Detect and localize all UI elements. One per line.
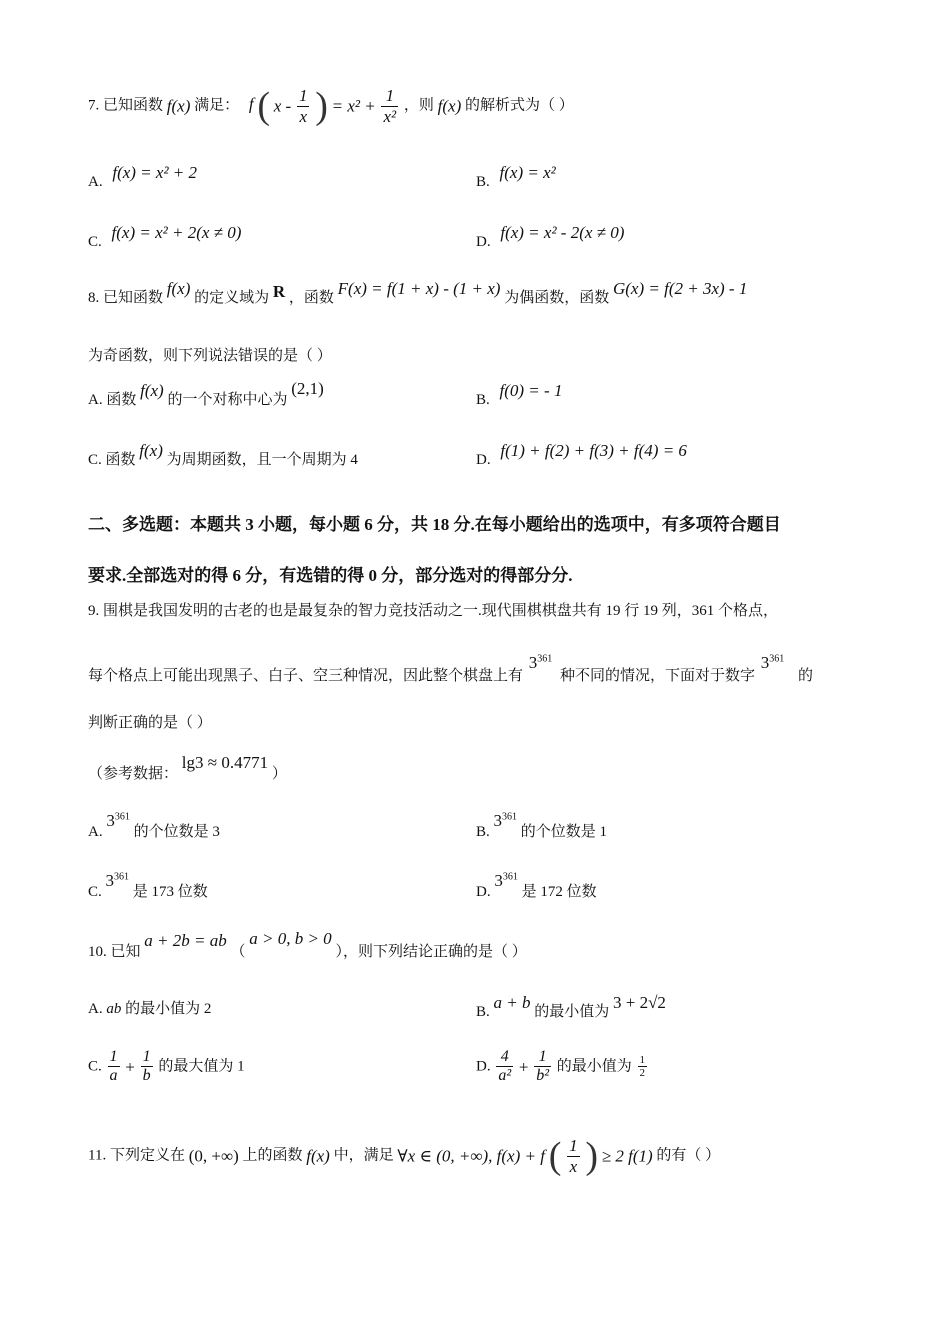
option-pre: 函数	[106, 392, 137, 408]
option-text: 是 172 位数	[521, 884, 597, 900]
option-label: B.	[476, 1004, 490, 1020]
option-power	[494, 811, 518, 830]
q10-open: （	[230, 944, 246, 960]
power-exp: 361	[114, 871, 130, 883]
q7-then: ，则	[403, 97, 434, 114]
q8-R: R	[272, 282, 286, 301]
q10-prefix: 10. 已知	[88, 944, 141, 960]
option-value: 3 + 2√2	[613, 993, 666, 1012]
q11-cond-b: ≥ 2 f(1)	[601, 1146, 653, 1166]
option-label: A.	[88, 824, 103, 840]
q8-fx: f(x)	[166, 279, 191, 298]
option-plus: +	[518, 1057, 529, 1077]
q9-stem-line1: 9. 围棋是我国发明的古老的也是最复杂的智力竞技活动之一.现代围棋棋盘共有 19 行 19 列，361 个格点，	[88, 603, 779, 619]
q9-line2a: 每个格点上可能出现黑子、白子、空三种情况，因此整个棋盘上有	[88, 668, 524, 684]
q9-option-d[interactable]	[476, 871, 597, 900]
section2-heading-line2: 要求.全部选对的得 6 分，有选错的得 0 分，部分选对的得部分分.	[88, 566, 573, 585]
power-exp: 361	[502, 871, 518, 883]
option-label: B.	[476, 392, 490, 408]
fraction-den: 2	[639, 1067, 646, 1080]
power-exp: 361	[502, 811, 518, 823]
q9-line2c: 的	[798, 668, 814, 684]
q10-cond: a > 0, b > 0	[249, 929, 332, 948]
q8-prefix: 8. 已知函数	[88, 290, 164, 306]
option-fraction-2	[534, 1048, 551, 1086]
q7-fx2: f(x)	[437, 96, 462, 116]
power-base: 3	[494, 871, 503, 890]
option-fraction-1	[496, 1048, 513, 1086]
q11-stem	[88, 1136, 720, 1176]
q11-cond-a: ∀x ∈ (0, +∞), f(x) + f	[397, 1146, 545, 1166]
option-label: C.	[88, 1058, 102, 1075]
q9-ref-expr: lg3 ≈ 0.4771	[181, 753, 269, 772]
q9-ref-pre: （参考数据：	[88, 766, 179, 782]
fraction-num: 1	[141, 1048, 153, 1067]
option-label: B.	[476, 174, 490, 190]
option-text: 的最大值为 1	[158, 1058, 245, 1075]
q9-exp: 361	[537, 653, 553, 665]
q10-option-d[interactable]	[476, 1048, 649, 1086]
option-text: 是 173 位数	[132, 884, 208, 900]
q7-cond-fraction	[297, 86, 310, 126]
q9-line2b: 种不同的情况，下面对于数字	[560, 668, 756, 684]
q9-power2	[761, 653, 785, 672]
fraction-num: 4	[496, 1048, 513, 1067]
q10-option-a[interactable]	[88, 1002, 211, 1017]
fraction-num: 1	[639, 1053, 646, 1066]
q8-t3: 为偶函数，函数	[504, 290, 610, 306]
option-post: 的一个对称中心为	[167, 392, 288, 408]
q11-fx: f(x)	[306, 1146, 330, 1166]
q10-stem	[88, 929, 527, 960]
q10-expr: a + 2b = ab	[144, 931, 227, 950]
option-label: B.	[476, 824, 490, 840]
q7-cond-den: x	[299, 106, 307, 126]
option-power	[106, 811, 130, 830]
fraction-den: x	[569, 1156, 578, 1176]
q9-power	[529, 653, 553, 672]
q11-t2: 中，满足	[333, 1147, 394, 1164]
option-expr: f(1) + f(2) + f(3) + f(4) = 6	[500, 441, 687, 460]
q7-suffix: 的解析式为（ ）	[465, 97, 574, 114]
q9-stem-line3: 判断正确的是（ ）	[88, 715, 212, 731]
option-label: C.	[88, 452, 102, 468]
q11-condition	[397, 1136, 652, 1176]
option-text: 的最小值为 2	[125, 1001, 212, 1017]
fraction-den: b²	[536, 1067, 550, 1085]
option-power	[494, 871, 518, 890]
q9-option-c[interactable]	[88, 871, 208, 900]
q7-cond-num: 1	[298, 86, 308, 105]
option-expr2: (2,1)	[291, 379, 324, 398]
q7-option-c[interactable]	[88, 223, 242, 250]
fraction-num: 1	[108, 1048, 120, 1067]
q7-option-d[interactable]	[476, 223, 625, 250]
option-fraction-1	[108, 1048, 120, 1086]
q7-prefix: 7. 已知函数	[88, 97, 164, 114]
q8-t1: 的定义域为	[194, 290, 270, 306]
q11-prefix: 11. 下列定义在	[88, 1147, 185, 1164]
q9-base: 3	[528, 653, 538, 672]
q9-exp2: 361	[769, 653, 785, 665]
q11-cond-fraction	[567, 1136, 580, 1176]
option-label: D.	[476, 234, 491, 250]
option-expr: f(x)	[140, 381, 164, 400]
q7-condition	[249, 86, 400, 126]
q8-stem	[88, 279, 748, 306]
option-fraction-2	[141, 1048, 153, 1086]
option-label: A.	[88, 1001, 103, 1017]
q11-suffix: 的有（ ）	[656, 1147, 721, 1164]
q7-cond-x: x -	[273, 96, 292, 116]
fraction-num: 1	[534, 1048, 551, 1067]
option-label: D.	[476, 884, 491, 900]
q7-mid: 满足：	[194, 97, 240, 114]
q8-option-c[interactable]	[88, 441, 358, 468]
option-plus: +	[125, 1057, 135, 1077]
fraction-den: a	[109, 1067, 118, 1085]
option-pre: 函数	[105, 452, 136, 468]
q7-paren-left: (	[257, 85, 271, 128]
q9-stem-line2	[88, 653, 814, 684]
option-label: C.	[88, 884, 102, 900]
fraction-den: b	[142, 1067, 151, 1085]
q8-t2: ，函数	[288, 290, 334, 306]
q7-cond-den2: x²	[383, 106, 397, 126]
q8-option-b[interactable]	[476, 381, 563, 408]
option-expr: f(x) = x² + 2	[112, 163, 198, 182]
option-expr: f(x)	[139, 441, 163, 460]
power-base: 3	[105, 871, 115, 890]
option-label: C.	[88, 234, 102, 250]
power-base: 3	[493, 811, 503, 830]
option-expr: f(x) = x² + 2(x ≠ 0)	[111, 223, 242, 242]
q8-G: G(x) = f(2 + 3x) - 1	[612, 279, 748, 298]
q10-option-b[interactable]	[476, 993, 666, 1020]
option-expr: a + b	[493, 993, 531, 1012]
option-expr: f(0) = - 1	[499, 381, 563, 400]
q7-cond-f: f	[248, 94, 254, 114]
q8-stem-line2: 为奇函数，则下列说法错误的是（ ）	[88, 348, 332, 364]
q9-reference	[88, 753, 287, 782]
q10-option-c[interactable]	[88, 1048, 245, 1086]
q10-close: ），则下列结论正确的是（ ）	[335, 944, 527, 960]
q9-option-a[interactable]	[88, 811, 220, 840]
q7-option-b[interactable]	[476, 163, 556, 190]
power-base: 3	[106, 811, 115, 830]
q11-paren-right: )	[585, 1135, 599, 1178]
power-exp: 361	[114, 811, 130, 823]
q11-interval: (0, +∞)	[188, 1146, 239, 1166]
q11-t1: 上的函数	[242, 1147, 303, 1164]
q7-option-a[interactable]	[88, 163, 198, 190]
q7-cond-rhs: = x² +	[331, 96, 376, 116]
q8-option-d[interactable]	[476, 441, 687, 468]
option-text: 的个位数是 1	[520, 824, 608, 840]
q8-F: F(x) = f(1 + x) - (1 + x)	[337, 279, 501, 298]
q7-paren-right: )	[315, 85, 328, 128]
q7-fx: f(x)	[166, 96, 191, 116]
option-expr: f(x) = x²	[499, 163, 556, 182]
option-expr: ab	[106, 1001, 122, 1017]
option-expr: f(x) = x² - 2(x ≠ 0)	[500, 223, 625, 242]
option-value-fraction	[638, 1054, 648, 1080]
option-power	[106, 871, 130, 890]
q8-option-a[interactable]	[88, 379, 324, 408]
q9-option-b[interactable]	[476, 811, 608, 840]
option-post: 为周期函数，且一个周期为 4	[166, 452, 358, 468]
option-label: D.	[476, 1058, 491, 1075]
q7-cond-num2: 1	[381, 86, 398, 107]
q11-paren-left: (	[548, 1135, 562, 1178]
option-label: A.	[88, 392, 103, 408]
option-text: 的最小值为	[534, 1004, 610, 1020]
section2-heading-line1: 二、多选题：本题共 3 小题，每小题 6 分，共 18 分.在每小题给出的选项中，有多项符合题目	[88, 515, 781, 534]
fraction-num: 1	[569, 1136, 578, 1155]
option-label: D.	[476, 452, 491, 468]
q9-base2: 3	[760, 653, 770, 672]
q9-ref-post: ）	[271, 766, 287, 782]
option-text: 的最小值为	[556, 1058, 632, 1075]
option-text: 的个位数是 3	[133, 824, 220, 840]
q7-stem	[88, 86, 574, 126]
q7-cond-fraction2	[381, 86, 398, 126]
option-label: A.	[88, 174, 103, 190]
fraction-den: a²	[498, 1067, 512, 1085]
